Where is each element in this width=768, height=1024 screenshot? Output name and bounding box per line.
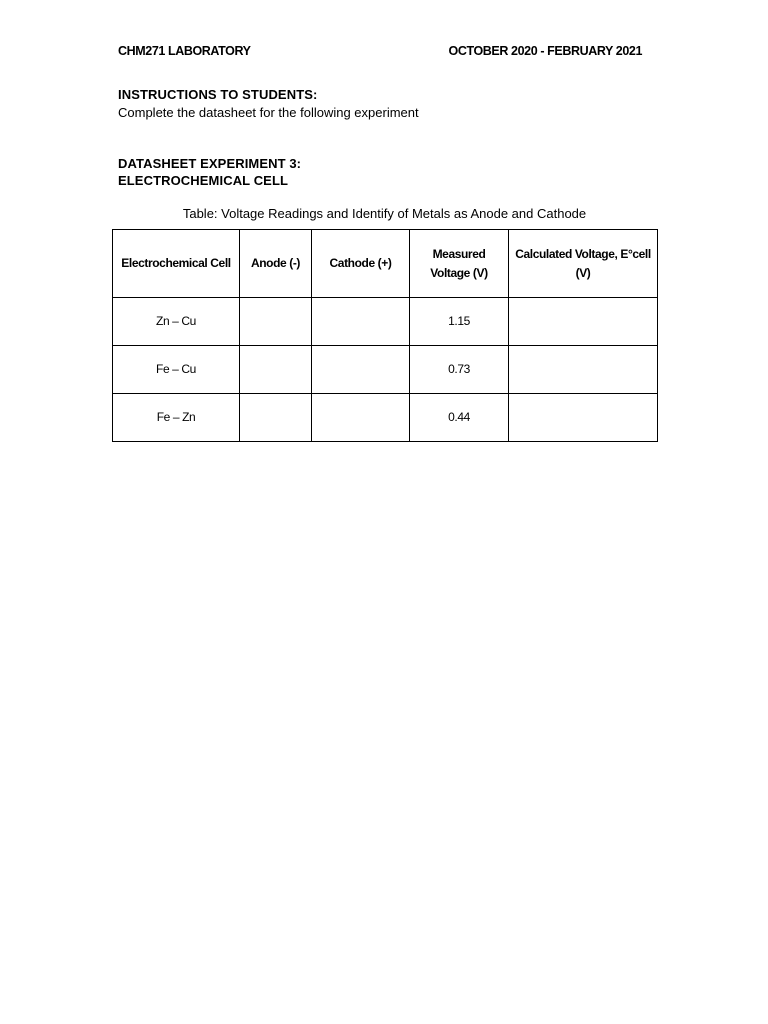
header-cathode: Cathode (+): [312, 230, 410, 298]
datasheet-title-line-2: ELECTROCHEMICAL CELL: [118, 173, 289, 188]
header-electrochemical-cell: Electrochemical Cell: [113, 230, 240, 298]
cell-cathode: [312, 346, 410, 394]
table-row: [113, 298, 658, 346]
datasheet-title: [118, 155, 301, 189]
course-header: CHM271 LABORATORY: [118, 44, 251, 58]
cell-measured-voltage: 0.73: [410, 346, 509, 394]
table-row: [113, 346, 658, 394]
cell-measured-voltage: 1.15: [410, 298, 509, 346]
cell-calculated-voltage: [509, 346, 658, 394]
cell-anode: [240, 394, 312, 442]
instructions-title: INSTRUCTIONS TO STUDENTS:: [118, 87, 318, 102]
cell-measured-voltage: 0.44: [410, 394, 509, 442]
cell-calculated-voltage: [509, 394, 658, 442]
instructions-body: Complete the datasheet for the following experiment: [118, 105, 419, 120]
cell-anode: [240, 298, 312, 346]
cell-cathode: [312, 394, 410, 442]
cell-cathode: [312, 298, 410, 346]
table-caption: Table: Voltage Readings and Identify of Metals as Anode and Cathode: [182, 206, 587, 221]
cell-electrochemical-cell: Zn – Cu: [113, 298, 240, 346]
header-calculated-voltage: Calculated Voltage, E°cell (V): [509, 230, 658, 298]
table-row: [113, 394, 658, 442]
table-header-row: [113, 230, 658, 298]
voltage-table: [112, 229, 658, 442]
header-anode: Anode (-): [240, 230, 312, 298]
cell-electrochemical-cell: Fe – Cu: [113, 346, 240, 394]
cell-electrochemical-cell: Fe – Zn: [113, 394, 240, 442]
cell-anode: [240, 346, 312, 394]
datasheet-title-line-1: DATASHEET EXPERIMENT 3:: [118, 156, 302, 171]
cell-calculated-voltage: [509, 298, 658, 346]
session-header: OCTOBER 2020 - FEBRUARY 2021: [448, 44, 642, 58]
header-measured-voltage: Measured Voltage (V): [410, 230, 509, 298]
